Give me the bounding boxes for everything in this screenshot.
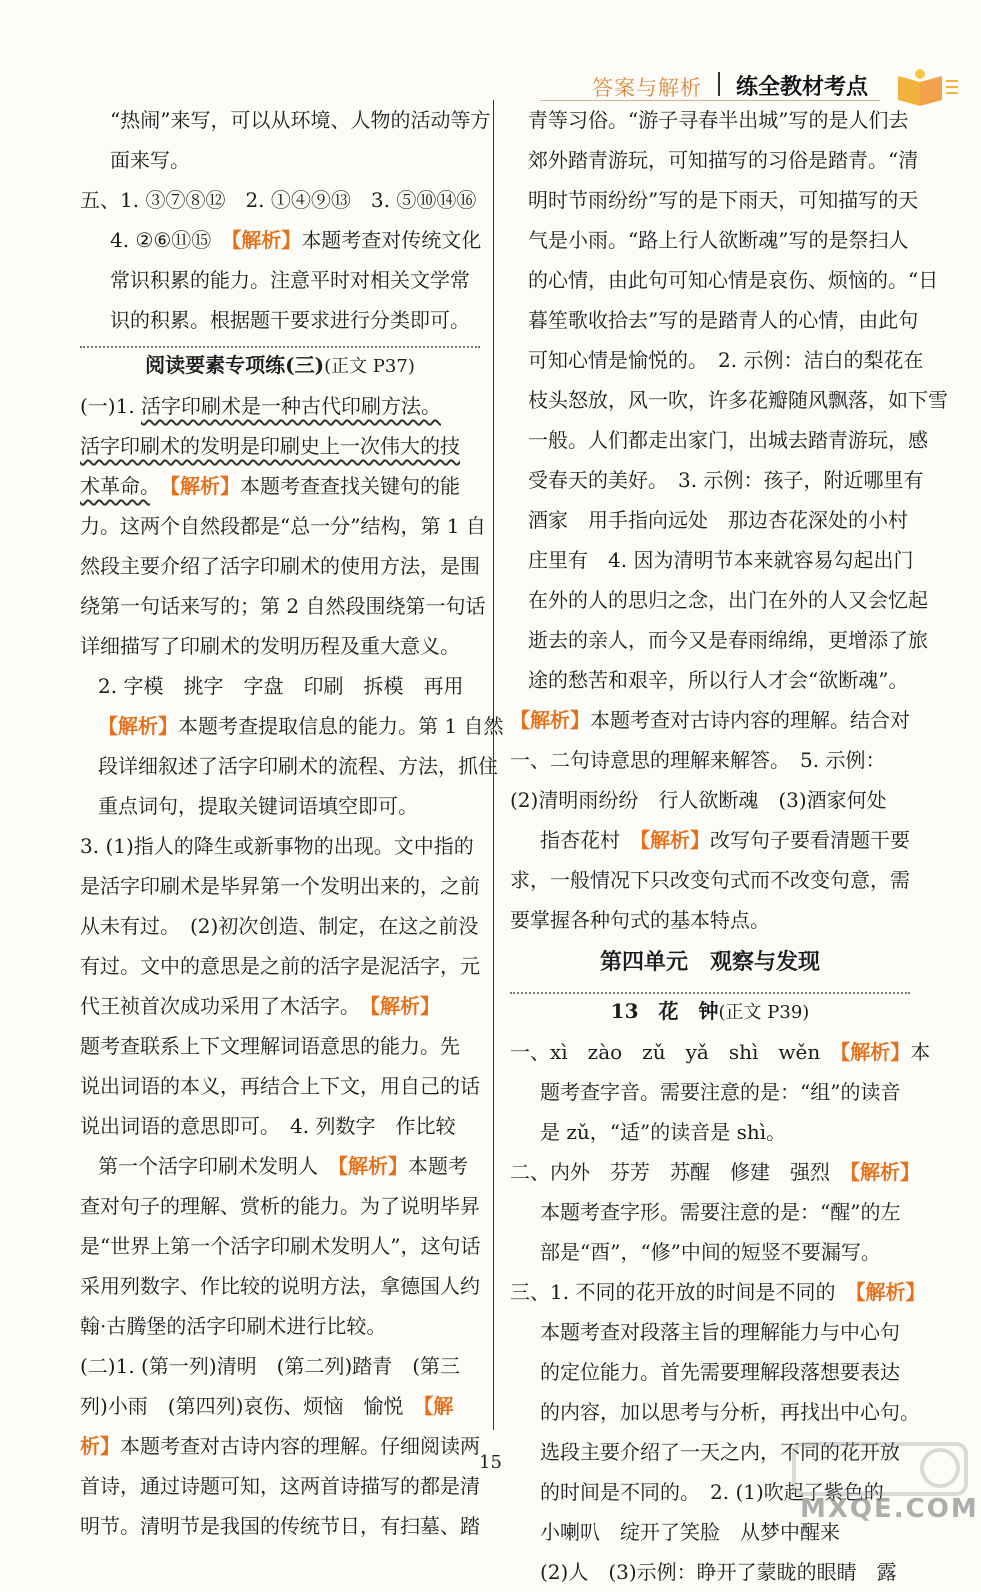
header-left-title: 答案与解析	[592, 76, 702, 100]
text-line: 二、内外 芬芳 苏醒 修建 强烈 【解析】	[510, 1160, 920, 1184]
text-line: 力。这两个自然段都是“总一分”结构，第 1 自	[80, 514, 486, 538]
text-line: 是 zǔ，“适”的读音是 shì。	[540, 1120, 787, 1144]
text-line: 3. (1)指人的降生或新事物的出现。文中指的	[80, 834, 474, 858]
text-line: 的时间是不同的。 2. (1)吹起了紫色的	[540, 1480, 884, 1504]
text-line: 在外的人的思归之念，出门在外的人又会忆起	[528, 588, 928, 612]
text-line: 面来写。	[110, 148, 190, 172]
header-right-title: 练全教材考点	[736, 75, 869, 100]
text-line: 的心情，由此句可知心情是哀伤、烦恼的。“日	[528, 268, 939, 292]
text-line: (二)1. (第一列)清明 (第二列)踏青 (第三	[80, 1354, 461, 1378]
text-line: 本题考查对段落主旨的理解能力与中心句	[540, 1320, 900, 1344]
text-line: 指杏花村 【解析】改写句子要看清题干要	[540, 828, 910, 852]
text-line: 小喇叭 绽开了笑脸 从梦中醒来	[540, 1520, 840, 1544]
text-line: 翰·古腾堡的活字印刷术进行比较。	[80, 1314, 387, 1338]
text-line: (2)清明雨纷纷 行人欲断魂 (3)酒家何处	[510, 788, 887, 812]
analysis-tag: 【解析】	[510, 708, 590, 732]
text-line: 从未有过。 (2)初次创造、制定，在这之前没	[80, 914, 479, 938]
text-line: 题考查联系上下文理解词语意思的能力。先	[80, 1034, 460, 1058]
analysis-tag: 析】	[80, 1434, 120, 1458]
text-line: 明节。清明节是我国的传统节日，有扫墓、踏	[80, 1514, 480, 1538]
text-line: 常识积累的能力。注意平时对相关文学常	[110, 268, 470, 292]
analysis-tag: 【解析】	[170, 474, 240, 498]
text-line: 术革命。 【解析】本题考查查找关键句的能	[80, 474, 460, 498]
analysis-tag: 【解析】	[855, 1280, 926, 1304]
text-line: 部是“酉”，“修”中间的短竖不要漏写。	[540, 1240, 881, 1264]
text-line: 求，一般情况下只改变句式而不改变句意，需	[510, 868, 910, 892]
analysis-tag: 【解析】	[840, 1040, 911, 1064]
analysis-tag: 【解析】	[231, 228, 302, 252]
text-line: 有过。文中的意思是之前的活字是泥活字，元	[80, 954, 480, 978]
text-line: 受春天的美好。 3. 示例：孩子，附近哪里有	[528, 468, 924, 492]
text-line: 一般。人们都走出家门，出城去踏青游玩，感	[528, 428, 928, 452]
unit-title: 第四单元 观察与发现	[599, 950, 820, 975]
text-line: 本题考查字形。需要注意的是：“醒”的左	[540, 1200, 901, 1224]
text-line: 析】本题考查对古诗内容的理解。仔细阅读两	[80, 1434, 480, 1458]
text-line: 2. 字模 挑字 字盘 印刷 拆模 再用	[98, 674, 464, 698]
text-line: 的定位能力。首先需要理解段落想要表达	[540, 1360, 900, 1384]
analysis-tag: 【解析】	[850, 1160, 920, 1184]
text-line: 采用列数字、作比较的说明方法，拿德国人约	[80, 1274, 480, 1298]
text-line: 途的愁苦和艰辛，所以行人才会“欲断魂”。	[528, 668, 909, 692]
text-line: 逝去的亲人，而今又是春雨绵绵，更增添了旅	[528, 628, 928, 652]
text-line: 【解析】本题考查提取信息的能力。第 1 自然	[98, 714, 504, 738]
text-line: 然段主要介绍了活字印刷术的使用方法，是围	[80, 554, 480, 578]
text-line: 的内容，加以思考与分析，再找出中心句。	[540, 1400, 920, 1424]
text-line: 一、xì zào zǔ yǎ shì wěn 【解析】本	[510, 1040, 931, 1064]
watermark-text: MXQE.COM	[800, 1494, 979, 1524]
text-line: 明时节雨纷纷”写的是下雨天，可知描写的天	[528, 188, 919, 212]
text-line: 气是小雨。“路上行人欲断魂”写的是祭扫人	[528, 228, 909, 252]
text-line: 青等习俗。“游子寻春半出城”写的是人们去	[528, 108, 909, 132]
left-column	[80, 100, 504, 1546]
analysis-tag: 【解析】	[370, 994, 440, 1018]
text-line: 庄里有 4. 因为清明节本来就容易勾起出门	[528, 548, 914, 572]
section-title: 阅读要素专项练(三)(正文 P37)	[80, 346, 480, 382]
text-line: 活字印刷术的发明是印刷史上一次伟大的技	[80, 434, 460, 458]
text-line: 选段主要介绍了一天之内，不同的花开放	[540, 1440, 900, 1464]
text-line: 第一个活字印刷术发明人 【解析】本题考	[98, 1154, 468, 1178]
text-line: “热闹”来写，可以从环境、人物的活动等方	[110, 108, 491, 132]
text-line: 题考查字音。需要注意的是：“组”的读音	[540, 1080, 901, 1104]
text-line: 说出词语的本义，再结合上下文，用自己的话	[80, 1074, 480, 1098]
text-line: 段详细叙述了活字印刷术的流程、方法，抓住	[98, 754, 498, 778]
text-line: 酒家 用手指向远处 那边杏花深处的小村	[528, 508, 908, 532]
text-line: 一、二句诗意思的理解来解答。 5. 示例：	[510, 748, 886, 772]
right-column	[510, 100, 948, 1592]
text-line: 暮笙歌收拾去”写的是踏青人的心情，由此句	[528, 308, 919, 332]
header-separator	[718, 72, 720, 96]
text-line: 4. ②⑥⑪⑮ 【解析】本题考查对传统文化	[110, 228, 482, 252]
text-line: 代王祯首次成功采用了木活字。 【解析】	[80, 994, 440, 1018]
text-line: 【解析】本题考查对古诗内容的理解。结合对	[510, 708, 910, 732]
text-line: (一)1. 活字印刷术是一种古代印刷方法。	[80, 394, 442, 418]
text-line: 五、1. ③⑦⑧⑫ 2. ①④⑨⑬ 3. ⑤⑩⑭⑯	[80, 188, 477, 212]
text-line: 要掌握各种句式的基本特点。	[510, 908, 770, 932]
text-line: 查对句子的理解、赏析的能力。为了说明毕昇	[80, 1194, 480, 1218]
text-line: 郊外踏青游玩，可知描写的习俗是踏青。“清	[528, 148, 919, 172]
text-line: 说出词语的意思即可。 4. 列数字 作比较	[80, 1114, 456, 1138]
text-line: 详细描写了印刷术的发明历程及重大意义。	[80, 634, 460, 658]
text-line: 列)小雨 (第四列)哀伤、烦恼 愉悦 【解	[80, 1394, 454, 1418]
page-number: 15	[479, 1452, 502, 1473]
text-line: 绕第一句话来写的；第 2 自然段围绕第一句话	[80, 594, 486, 618]
text-line: 识的积累。根据题干要求进行分类即可。	[110, 308, 470, 332]
analysis-tag: 【解析】	[338, 1154, 408, 1178]
analysis-tag: 【解析】	[98, 714, 178, 738]
analysis-tag: 【解	[423, 1394, 454, 1418]
text-line: 首诗，通过诗题可知，这两首诗描写的都是清	[80, 1474, 480, 1498]
text-line: 三、1. 不同的花开放的时间是不同的 【解析】	[510, 1280, 926, 1304]
text-line: 是“世界上第一个活字印刷术发明人”，这句话	[80, 1234, 481, 1258]
text-line: 可知心情是愉悦的。 2. 示例：洁白的梨花在	[528, 348, 924, 372]
text-line: 是活字印刷术是毕昇第一个发明出来的，之前	[80, 874, 480, 898]
text-line: (2)人 (3)示例：睁开了蒙眬的眼睛 露	[540, 1560, 897, 1584]
text-line: 枝头怒放，风一吹，许多花瓣随风飘落，如下雪	[528, 388, 948, 412]
analysis-tag: 【解析】	[640, 828, 710, 852]
text-line: 重点词句，提取关键词语填空即可。	[98, 794, 418, 818]
lesson-title: 13 花 钟(正文 P39)	[510, 992, 910, 1028]
